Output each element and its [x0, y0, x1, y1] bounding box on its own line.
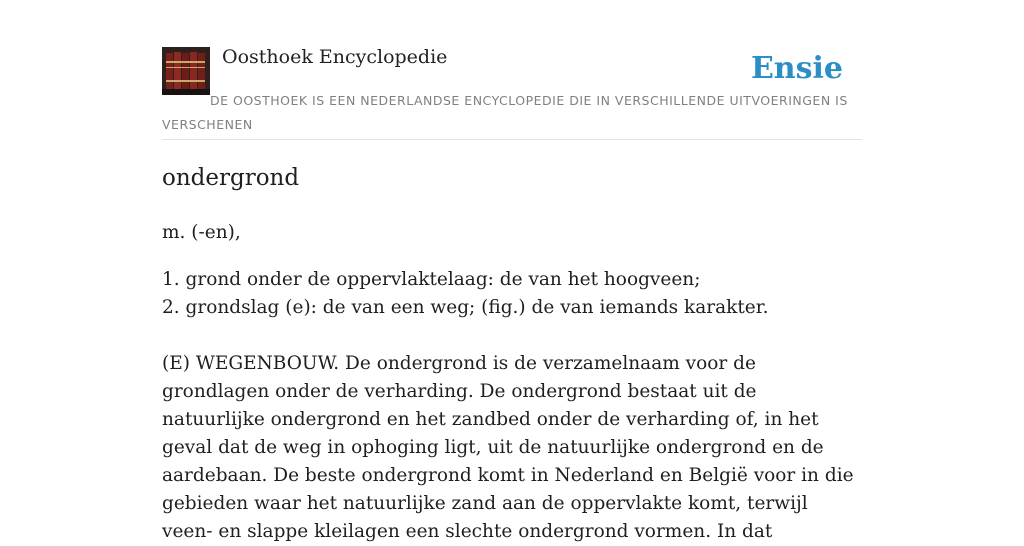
- site-title[interactable]: Oosthoek Encyclopedie: [222, 46, 448, 68]
- sense-1: 1. grond onder de oppervlaktelaag: de van het hoogveen;: [162, 269, 701, 290]
- encyclopedia-books-icon[interactable]: [162, 47, 210, 95]
- site-tagline: DE OOSTHOEK IS EEN NEDERLANDSE ENCYCLOPEDIE DIE IN VERSCHILLENDE UITVOERINGEN IS VERSCHENEN: [162, 93, 848, 132]
- sense-2: 2. grondslag (e): de van een weg; (fig.) de van iemands karakter.: [162, 297, 769, 318]
- headword: ondergrond: [162, 165, 300, 191]
- ensie-logo[interactable]: Ensie: [750, 51, 843, 86]
- grammar-note: m. (-en),: [162, 222, 241, 243]
- header-divider: [162, 139, 862, 140]
- article-body: (E) WEGENBOUW. De ondergrond is de verzamelnaam voor de grondlagen onder de verharding. De ondergrond bestaat uit de natuurlijke ondergrond en het zandbed onder de verharding of, in het geval dat de weg in ophoging ligt, uit de natuurlijke ondergrond en de aardebaan. De beste ondergrond komt in Nederland en België voor in die gebieden waar het natuurlijke zand aan de oppervlakte komt, terwijl veen- en slappe kleilagen een slechte ondergrond vormen. In dat: [162, 353, 854, 542]
- article-content: [162, 160, 862, 546]
